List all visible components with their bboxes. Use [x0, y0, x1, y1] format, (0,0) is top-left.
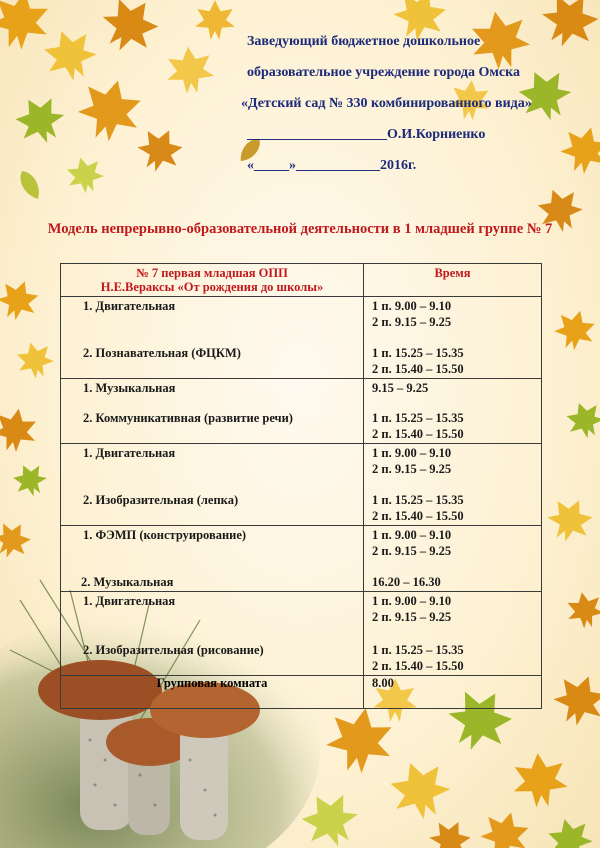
time-4: 2 п. 15.40 – 15.50: [372, 509, 464, 523]
time-4: 2 п. 15.40 – 15.50: [372, 427, 464, 441]
room-label-cell: [61, 676, 364, 709]
table-row: [61, 592, 542, 676]
page-title: Модель непрерывно-образовательной деятельности в 1 младшей группе № 7: [47, 221, 553, 237]
table-row: [61, 297, 542, 379]
time-3: 16.20 – 16.30: [372, 575, 441, 589]
activity-1: 1. Двигательная: [83, 594, 176, 608]
activity-cell: [61, 297, 364, 379]
activity-2: 2. Изобразительная (лепка): [83, 493, 239, 507]
header-activity-line-1: № 7 первая младшая ОПП: [136, 266, 288, 280]
header-line-2: образовательное учреждение города Омска: [247, 65, 520, 80]
activity-2: 2. Коммуникативная (развитие речи): [83, 411, 293, 425]
time-3: 1 п. 15.25 – 15.35: [372, 493, 464, 507]
table-row: [61, 379, 542, 444]
activity-2: 2. Музыкальная: [81, 575, 174, 589]
time-cell: [364, 526, 542, 592]
time-2: 2 п. 9.15 – 9.25: [372, 544, 452, 558]
activity-1: 1. Двигательная: [83, 299, 176, 313]
activity-cell: [61, 526, 364, 592]
time-3: 1 п. 15.25 – 15.35: [372, 411, 464, 425]
header-activity-cell: [61, 264, 364, 297]
time-1: 1 п. 9.00 – 9.10: [372, 446, 452, 460]
time-3: 1 п. 15.25 – 15.35: [372, 346, 464, 360]
time-1: 9.15 – 9.25: [372, 381, 429, 395]
header-line-1: Заведующий бюджетное дошкольное: [247, 34, 481, 49]
activity-cell: [61, 592, 364, 676]
header-time-label: Время: [434, 266, 471, 280]
header-date-line: «_____»____________2016г.: [247, 158, 417, 173]
time-2: 2 п. 9.15 – 9.25: [372, 462, 452, 476]
time-2: 2 п. 9.15 – 9.25: [372, 315, 452, 329]
room-label: Групповая комната: [156, 676, 268, 690]
time-cell: [364, 444, 542, 526]
activity-cell: [61, 379, 364, 444]
room-time: 8.00: [372, 676, 394, 690]
header-signature-line: ____________________О.И.Корниенко: [247, 127, 486, 142]
time-1: 1 п. 9.00 – 9.10: [372, 528, 452, 542]
table-header-row: [61, 264, 542, 297]
activity-1: 1. Двигательная: [83, 446, 176, 460]
activity-1: 1. Музыкальная: [83, 381, 176, 395]
time-2: 2 п. 9.15 – 9.25: [372, 610, 452, 624]
time-4: 2 п. 15.40 – 15.50: [372, 362, 464, 376]
time-cell: [364, 297, 542, 379]
time-1: 1 п. 9.00 – 9.10: [372, 299, 452, 313]
header-line-3: «Детский сад № 330 комбинированного вида»: [241, 96, 532, 111]
room-time-cell: [364, 676, 542, 709]
table-row: [61, 444, 542, 526]
activity-2: 2. Познавательная (ФЦКМ): [83, 346, 241, 360]
schedule-table: [60, 263, 542, 709]
table-footer-row: [61, 676, 542, 709]
activity-1: 1. ФЭМП (конструирование): [83, 528, 247, 542]
activity-2: 2. Изобразительная (рисование): [83, 643, 264, 657]
time-4: 2 п. 15.40 – 15.50: [372, 659, 464, 673]
time-1: 1 п. 9.00 – 9.10: [372, 594, 452, 608]
activity-cell: [61, 444, 364, 526]
time-cell: [364, 379, 542, 444]
table-row: [61, 526, 542, 592]
time-3: 1 п. 15.25 – 15.35: [372, 643, 464, 657]
time-cell: [364, 592, 542, 676]
header-activity-line-2: Н.Е.Вераксы «От рождения до школы»: [100, 280, 324, 294]
header-time-cell: [364, 264, 542, 297]
